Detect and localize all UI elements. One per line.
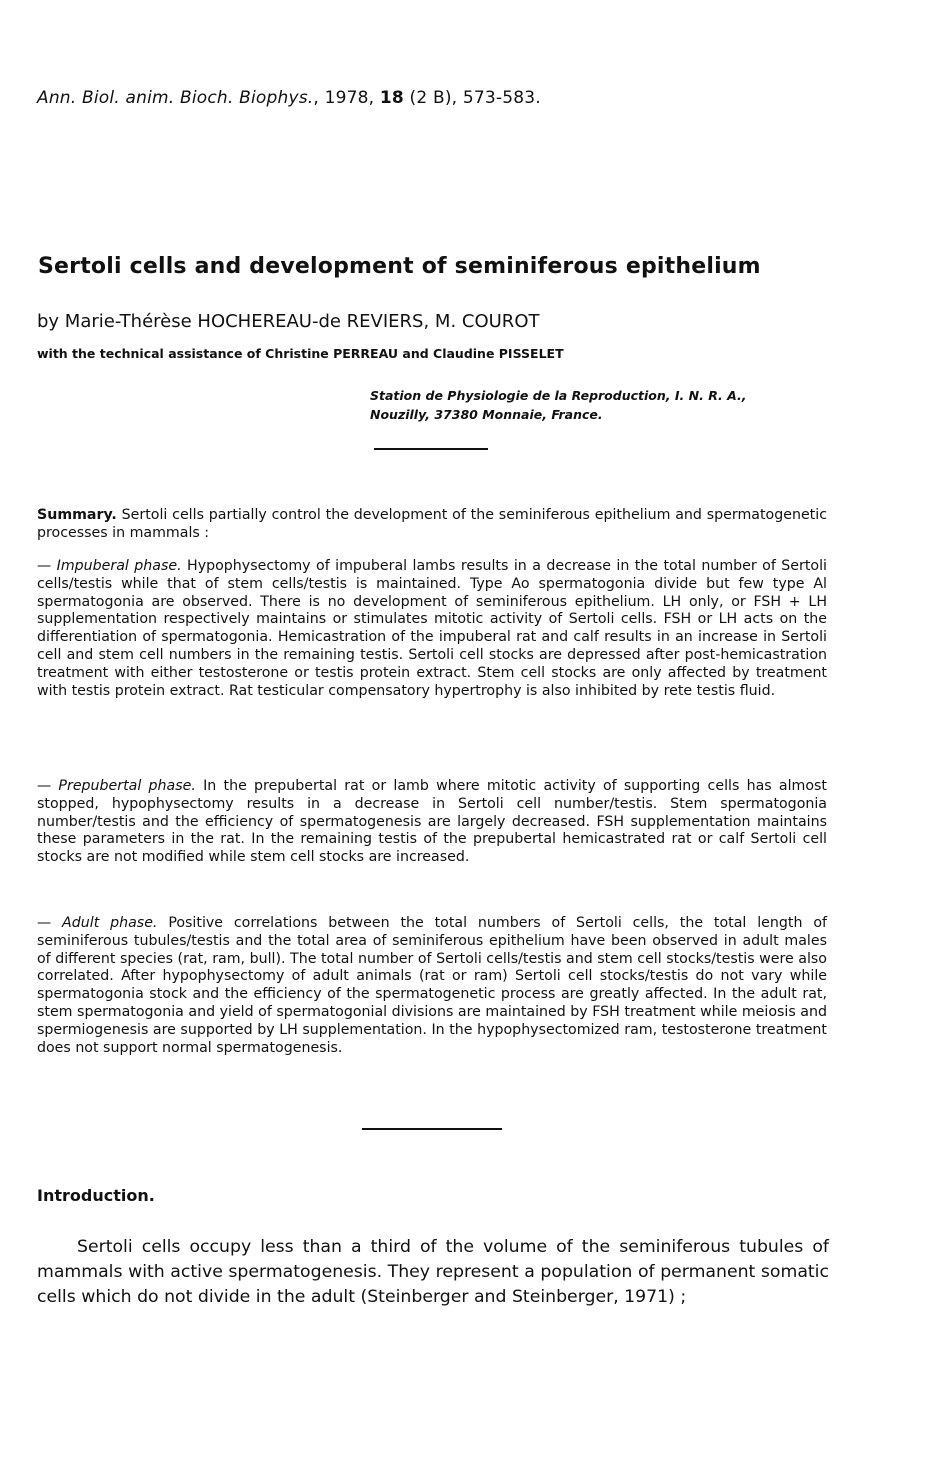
prepubertal-text: In the prepubertal rat or lamb where mitotic activity of supporting cells has almost stopped, hypophysectomy results in a decrease in Sertoli cell number/testis. Stem spermatogonia number/testis and the efficiency of spermatogenesis are largely decreased. FSH supplementation maintains these parameters in the rat. In the remaining testis of the prepubertal hemicastrated rat or calf Sertoli cell stocks are not modified while stem cell stocks are increased.	[37, 778, 827, 866]
adult-phase-paragraph	[37, 915, 827, 1057]
divider-rule-top	[374, 448, 488, 450]
introduction-heading: Introduction.	[37, 1186, 155, 1205]
summary-intro-text: Sertoli cells partially control the development of the seminiferous epithelium and spermatogenetic processes in mammals :	[37, 507, 827, 541]
journal-year: , 1978,	[313, 88, 380, 108]
impuberal-label: — Impuberal phase.	[37, 558, 182, 574]
adult-label: — Adult phase.	[37, 915, 158, 931]
technical-assistance: with the technical assistance of Christine PERREAU and Claudine PISSELET	[37, 346, 564, 361]
divider-rule-bottom	[362, 1128, 502, 1130]
journal-volume: 18	[379, 88, 404, 108]
affiliation-line-2: Nouzilly, 37380 Monnaie, France.	[370, 407, 603, 422]
affiliation-line-1: Station de Physiologie de la Reproduction, I. N. R. A.,	[370, 388, 747, 403]
journal-issue-pages: (2 B), 573-583.	[403, 88, 541, 108]
summary-label: Summary.	[37, 507, 117, 523]
journal-citation	[37, 88, 541, 108]
impuberal-text: Hypophysectomy of impuberal lambs results in a decrease in the total number of Sertoli cells/testis while that of stem cells/testis is maintained. Type Ao spermatogonia divide but few type Al spermatogonia are observed. There is no development of seminiferous epithelium. LH only, or FSH + LH supplementation respectively maintains or stimulates mitotic activity of Sertoli cells. FSH or LH acts on the differentiation of spermatogonia. Hemicastration of the impuberal rat and calf results in an increase in Sertoli cell and stem cell numbers in the remaining testis. Sertoli cell stocks are depressed after post-hemicastration treatment with either testosterone or testis protein extract. Stem cell stocks are only affected by treatment with testis protein extract. Rat testicular compensatory hypertrophy is also inhibited by rete testis fluid.	[37, 558, 827, 699]
adult-text: Positive correlations between the total numbers of Sertoli cells, the total length of seminiferous tubules/testis and the total area of seminiferous epithelium have been observed in adult males of different species (rat, ram, bull). The total number of Sertoli cells/testis and stem cell stocks/testis were also correlated. After hypophysectomy of adult animals (rat or ram) Sertoli cell stocks/testis do not vary while spermatogonia stock and the efficiency of the spermatogenetic process are greatly affected. In the adult rat, stem spermatogonia and yield of spermatogonial divisions are maintained by FSH treatment while meiosis and spermiogenesis are supported by LH supplementation. In the hypophysectomized ram, testosterone treatment does not support normal spermatogenesis.	[37, 915, 827, 1056]
prepubertal-phase-paragraph	[37, 778, 827, 867]
introduction-paragraph: Sertoli cells occupy less than a third of the volume of the seminiferous tubules of mammals with active spermatogenesis. They represent a population of permanent somatic cells which do not divide in the adult (Steinberger and Steinberger, 1971) ;	[37, 1237, 829, 1307]
journal-name: Ann. Biol. anim. Bioch. Biophys.	[37, 88, 314, 108]
article-authors: by Marie-Thérèse HOCHEREAU-de REVIERS, M. COUROT	[37, 311, 540, 332]
summary-paragraph	[37, 507, 827, 543]
article-title: Sertoli cells and development of seminiferous epithelium	[38, 254, 761, 279]
impuberal-phase-paragraph	[37, 558, 827, 700]
prepubertal-label: — Prepubertal phase.	[37, 778, 196, 794]
affiliation	[370, 386, 747, 424]
